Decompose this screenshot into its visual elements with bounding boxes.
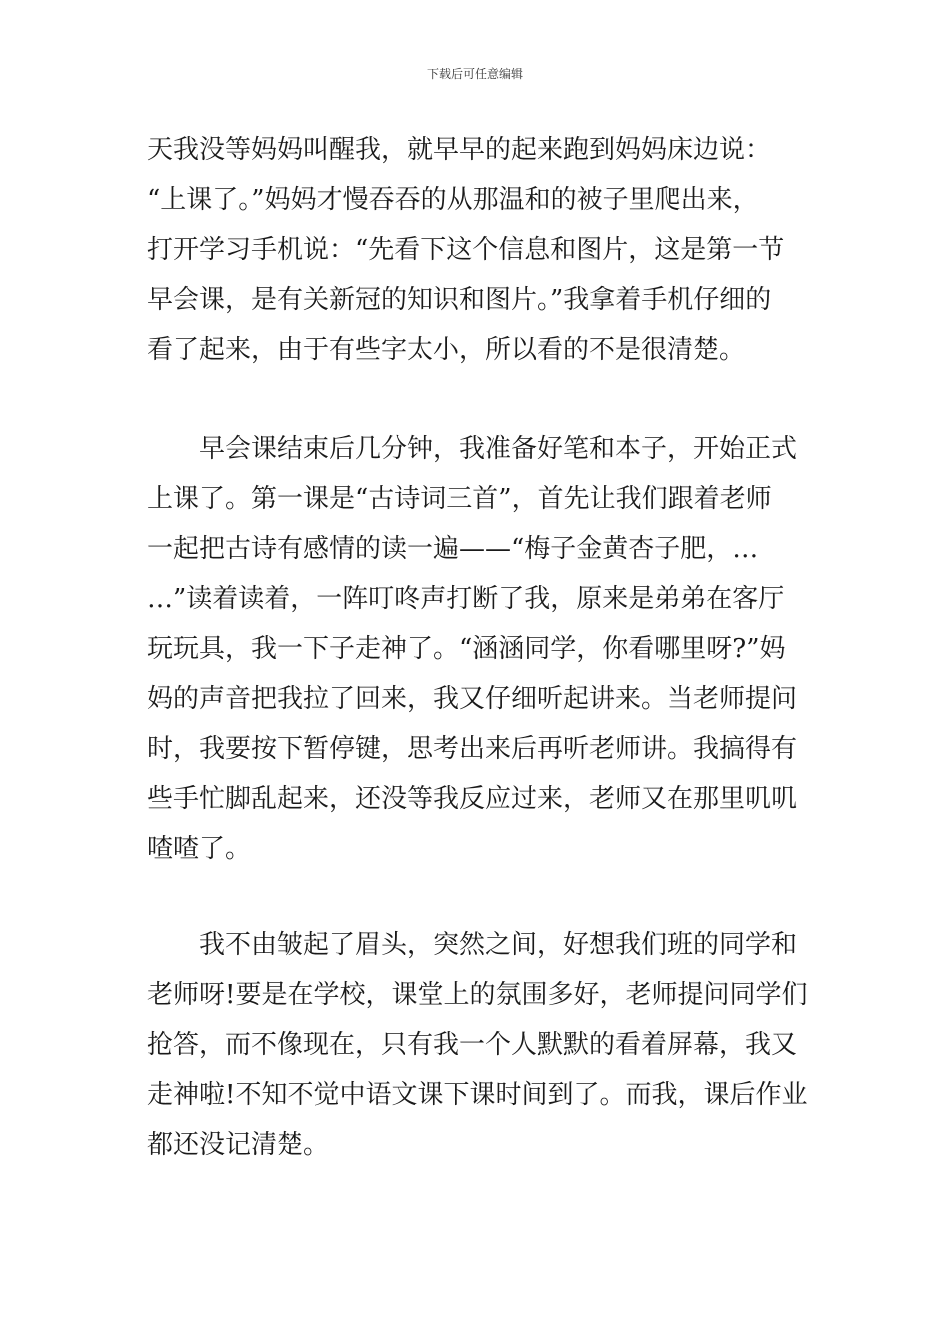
text-line: 些手忙脚乱起来，还没等我反应过来，老师又在那里叽叽 <box>147 784 798 814</box>
paragraph-3 <box>147 920 807 1170</box>
text-line: 走神啦!不知不觉中语文课下课时间到了。而我，课后作业 <box>147 1080 807 1110</box>
text-line: 老师呀!要是在学校，课堂上的氛围多好，老师提问同学们 <box>147 980 807 1010</box>
text-line: 天我没等妈妈叫醒我，就早早的起来跑到妈妈床边说： <box>147 135 772 165</box>
text-line: 妈的声音把我拉了回来，我又仔细听起讲来。当老师提问 <box>147 684 798 714</box>
text-line: 玩玩具，我一下子走神了。“涵涵同学，你看哪里呀?”妈 <box>147 634 786 664</box>
text-line: 抢答，而不像现在，只有我一个人默默的看着屏幕，我又 <box>147 1030 798 1060</box>
text-line: 早会课结束后几分钟，我准备好笔和本子，开始正式 <box>147 434 798 464</box>
text-line: 喳喳了。 <box>147 834 252 864</box>
text-line: 时，我要按下暂停键，思考出来后再听老师讲。我搞得有 <box>147 734 798 764</box>
text-line: 看了起来，由于有些字太小，所以看的不是很清楚。 <box>147 335 746 365</box>
text-line: 都还没记清楚。 <box>147 1130 330 1160</box>
text-line: …”读着读着，一阵叮咚声打断了我，原来是弟弟在客厅 <box>147 584 785 614</box>
text-line: “上课了。”妈妈才慢吞吞的从那温和的被子里爬出来， <box>147 185 759 215</box>
paragraph-2 <box>147 424 807 874</box>
text-line: 上课了。第一课是“古诗词三首”，首先让我们跟着老师 <box>147 484 772 514</box>
text-line: 我不由皱起了眉头，突然之间，好想我们班的同学和 <box>147 930 798 960</box>
paragraph-1 <box>147 125 807 375</box>
text-line: 早会课，是有关新冠的知识和图片。”我拿着手机仔细的 <box>147 285 772 315</box>
text-line: 一起把古诗有感情的读一遍——“梅子金黄杏子肥，… <box>147 534 759 564</box>
page-header: 下载后可任意编辑 <box>426 67 523 81</box>
text-line: 打开学习手机说：“先看下这个信息和图片，这是第一节 <box>147 235 785 265</box>
